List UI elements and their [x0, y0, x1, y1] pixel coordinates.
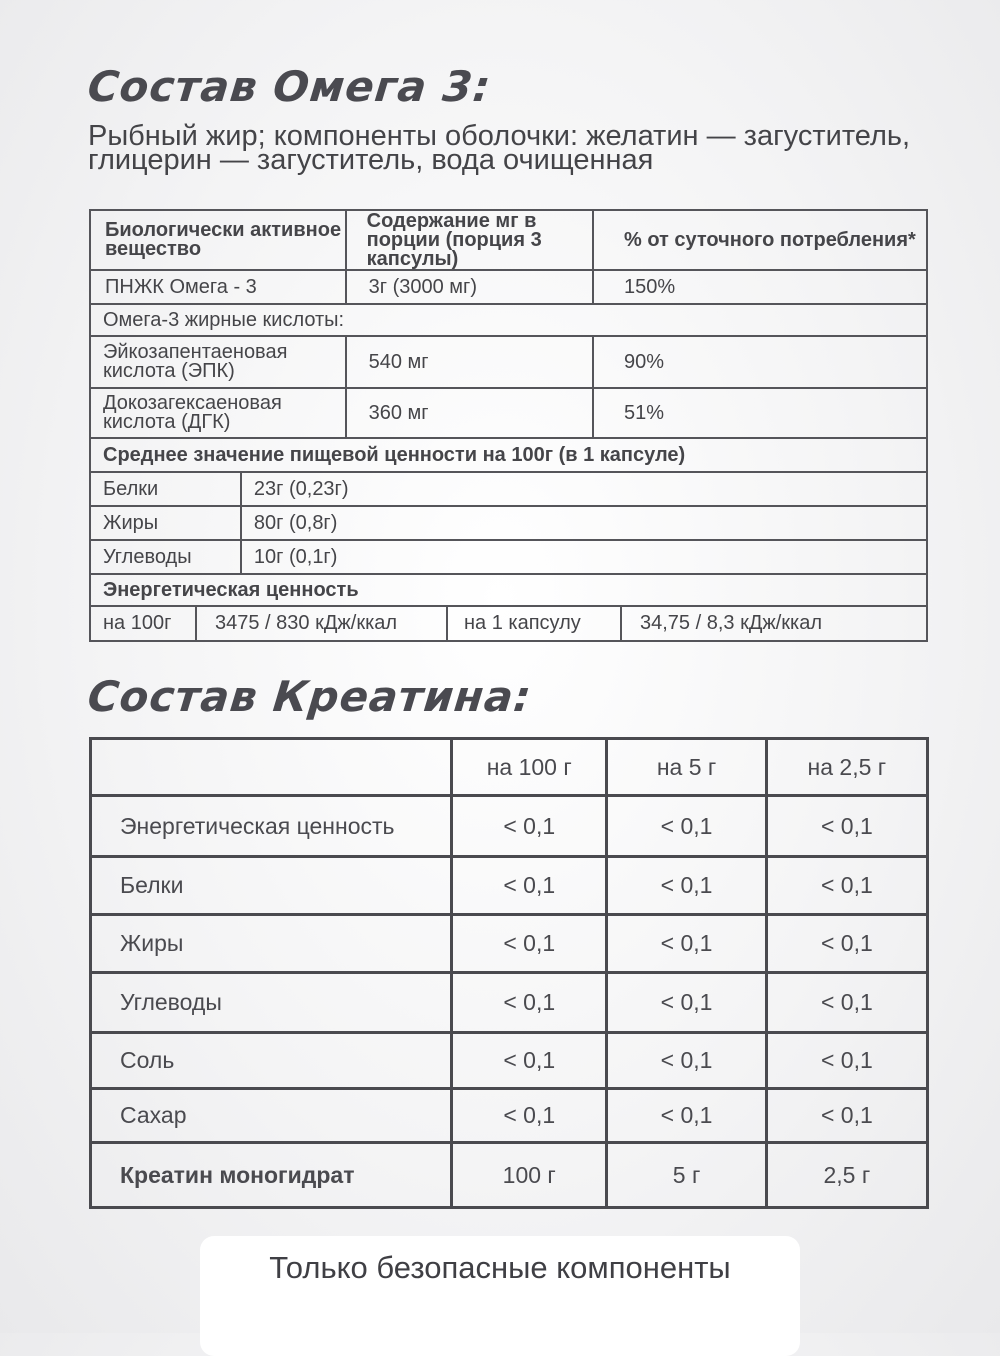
table-cell: Энергетическая ценность [90, 574, 927, 606]
table-cell: Омега-3 жирные кислоты: [90, 304, 927, 336]
table-cell: 23г (0,23г) [241, 472, 927, 506]
table-cell: < 0,1 [607, 1033, 766, 1089]
table-cell: 51% [593, 388, 927, 438]
table-cell: 5 г [607, 1143, 766, 1208]
creatine-title: Состав Креатина: [85, 672, 535, 721]
table-row [90, 506, 927, 540]
table-cell: < 0,1 [607, 915, 766, 973]
table-cell: 10г (0,1г) [241, 540, 927, 574]
table-cell: 100 г [452, 1143, 607, 1208]
table-cell: < 0,1 [766, 796, 927, 857]
row-label: Креатин моногидрат [91, 1143, 452, 1208]
table-row [90, 304, 927, 336]
header-cell: Содержание мг в порции (порция 3 капсулы) [346, 210, 593, 270]
footer-badge [200, 1236, 800, 1356]
table-cell: 540 мг [346, 336, 593, 388]
table-row [90, 574, 927, 606]
table-cell: 80г (0,8г) [241, 506, 927, 540]
header-cell: на 2,5 г [766, 739, 927, 796]
omega-description: Рыбный жир; компоненты оболочки: желатин — загуститель, глицерин — загуститель, вода очищенная [88, 120, 911, 176]
table-cell: 3г (3000 мг) [346, 270, 593, 304]
table-row [91, 1089, 928, 1143]
row-label: Соль [91, 1033, 452, 1089]
table-cell: < 0,1 [452, 857, 607, 915]
table-cell: < 0,1 [452, 1033, 607, 1089]
table-cell: 2,5 г [766, 1143, 927, 1208]
table-row [91, 973, 928, 1033]
table-row [90, 388, 927, 438]
row-label: Энергетическая ценность [91, 796, 452, 857]
table-row [90, 210, 927, 270]
table-cell: < 0,1 [607, 796, 766, 857]
table-cell: Среднее значение пищевой ценности на 100г (в 1 капсуле) [90, 438, 927, 472]
table-row [90, 270, 927, 304]
table-cell: 3475 / 830 кДж/ккал [197, 607, 448, 640]
table-row [91, 857, 928, 915]
table-row [90, 438, 927, 472]
header-cell [91, 739, 452, 796]
table-cell: < 0,1 [452, 796, 607, 857]
table-row [91, 1033, 928, 1089]
omega-title: Состав Омега 3: [85, 62, 494, 111]
table-row [90, 540, 927, 574]
row-label: Белки [91, 857, 452, 915]
creatine-composition-table [89, 737, 929, 1209]
table-cell: < 0,1 [607, 1089, 766, 1143]
table-row [90, 606, 927, 641]
table-cell: Докозагексаеновая кислота (ДГК) [90, 388, 346, 438]
table-cell: 90% [593, 336, 927, 388]
table-row [91, 739, 928, 796]
row-label: Сахар [91, 1089, 452, 1143]
omega-composition-table [89, 209, 928, 642]
table-cell: < 0,1 [607, 973, 766, 1033]
row-label: Жиры [91, 915, 452, 973]
footer-label: Только безопасные компоненты [269, 1250, 731, 1285]
table-cell: < 0,1 [607, 857, 766, 915]
table-cell: Эйкозапентаеновая кислота (ЭПК) [90, 336, 346, 388]
table-cell: 150% [593, 270, 927, 304]
table-cell: 360 мг [346, 388, 593, 438]
table-row [91, 915, 928, 973]
header-cell: на 5 г [607, 739, 766, 796]
table-cell: 34,75 / 8,3 кДж/ккал [640, 612, 823, 634]
energy-row [90, 606, 927, 641]
table-cell: на 100г [91, 607, 197, 640]
table-cell: < 0,1 [452, 973, 607, 1033]
table-cell: ПНЖК Омега - 3 [90, 270, 346, 304]
table-cell: < 0,1 [766, 1033, 927, 1089]
table-cell: < 0,1 [452, 1089, 607, 1143]
table-cell: < 0,1 [766, 915, 927, 973]
table-cell: < 0,1 [766, 1089, 927, 1143]
table-cell: Белки [90, 472, 241, 506]
header-cell: на 100 г [452, 739, 607, 796]
table-cell: на 1 капсулу [448, 607, 622, 640]
table-cell: < 0,1 [452, 915, 607, 973]
table-cell: Жиры [90, 506, 241, 540]
table-row [90, 472, 927, 506]
row-label: Углеводы [91, 973, 452, 1033]
table-row [91, 796, 928, 857]
table-cell: < 0,1 [766, 973, 927, 1033]
header-cell: Биологически активное вещество [90, 210, 346, 270]
table-row [91, 1143, 928, 1208]
table-cell: Углеводы [90, 540, 241, 574]
header-cell: % от суточного потребления* [593, 210, 927, 270]
table-cell: < 0,1 [766, 857, 927, 915]
table-row [90, 336, 927, 388]
